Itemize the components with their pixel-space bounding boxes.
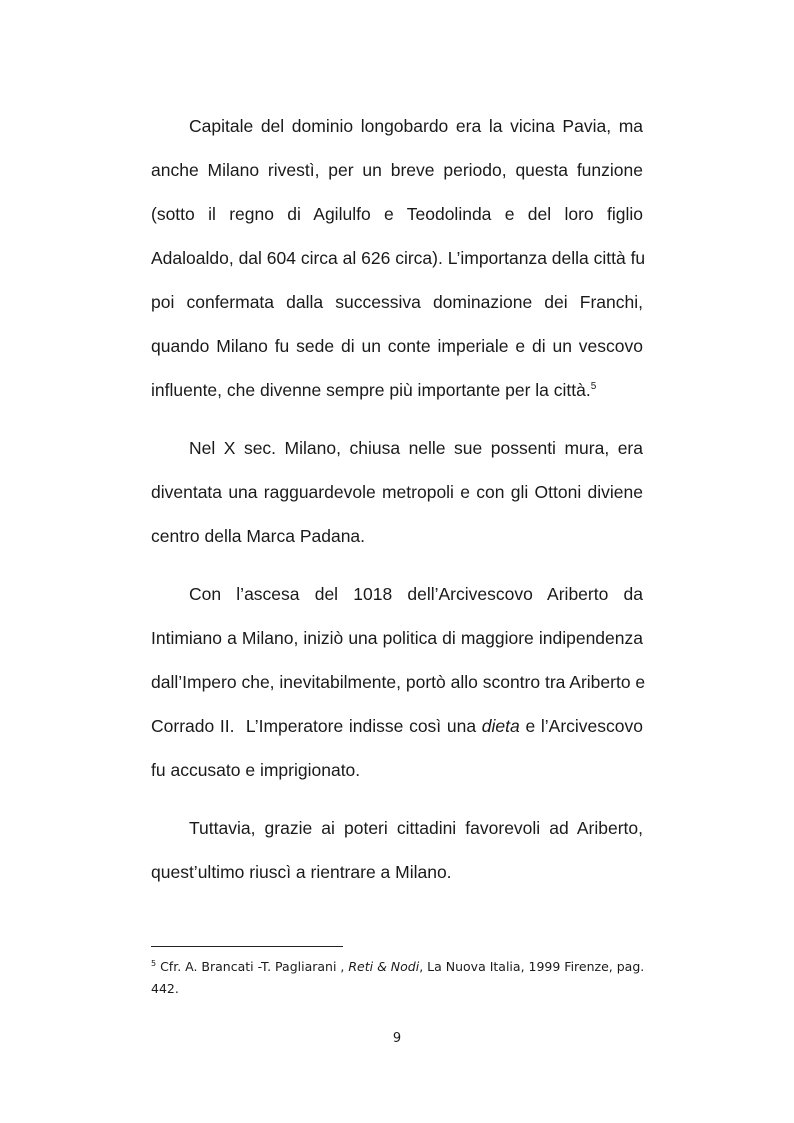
text-line: anche Milano rivestì, per un breve periodo, questa funzione [151,160,643,180]
text-line: Con l’ascesa del 1018 dell’Arcivescovo Ariberto da [189,584,643,604]
italic-title: Reti & Nodi [348,959,420,974]
text-line: quest’ultimo riuscì a rientrare a Milano. [151,862,452,882]
text-segment: e l’Arcivescovo [519,716,643,736]
text-line: (sotto il regno di Agilulfo e Teodolinda e del loro figlio [151,204,643,224]
body-text [151,104,646,894]
text-segment: , La Nuova Italia, 1999 Firenze, pag. [419,959,645,974]
text-line [151,368,643,412]
footnote-line [151,956,643,978]
text-line: Intimiano a Milano, iniziò una politica di maggiore indipendenza [151,628,643,648]
footnote-number: 5 [151,959,157,968]
italic-term: dieta [481,716,520,736]
text-segment: Cfr. A. Brancati -T. Pagliarani , [160,959,349,974]
footnote-separator [151,946,343,947]
footnote-reference: 5 [590,381,597,392]
text-line: poi confermata dalla successiva dominazione dei Franchi, [151,292,643,312]
text-line: diventata una ragguardevole metropoli e con gli Ottoni diviene [151,482,643,502]
text-segment: Corrado II. L’Imperatore indisse così una [151,716,482,736]
text-line: centro della Marca Padana. [151,526,366,546]
text-line: fu accusato e imprigionato. [151,760,361,780]
text-line [151,704,643,748]
page-number: 9 [392,1031,402,1046]
text-line: quando Milano fu sede di un conte imperiale e di un vescovo [151,336,643,356]
footnote [151,956,643,1000]
paragraph-2 [151,426,643,558]
paragraph-1 [151,104,646,412]
paragraph-4 [151,806,643,894]
text-segment: influente, che divenne sempre più importante per la città. [151,380,591,400]
text-line: Capitale del dominio longobardo era la vicina Pavia, ma [189,116,643,136]
footnote-line: 442. [151,981,179,996]
paragraph-3 [151,572,646,792]
text-line: Tuttavia, grazie ai poteri cittadini favorevoli ad Ariberto, [189,818,643,838]
text-line: Nel X sec. Milano, chiusa nelle sue possenti mura, era [189,438,643,458]
text-line: Adaloaldo, dal 604 circa al 626 circa). L’importanza della città fu [151,248,646,268]
text-line: dall’Impero che, inevitabilmente, portò allo scontro tra Ariberto e [151,672,646,692]
